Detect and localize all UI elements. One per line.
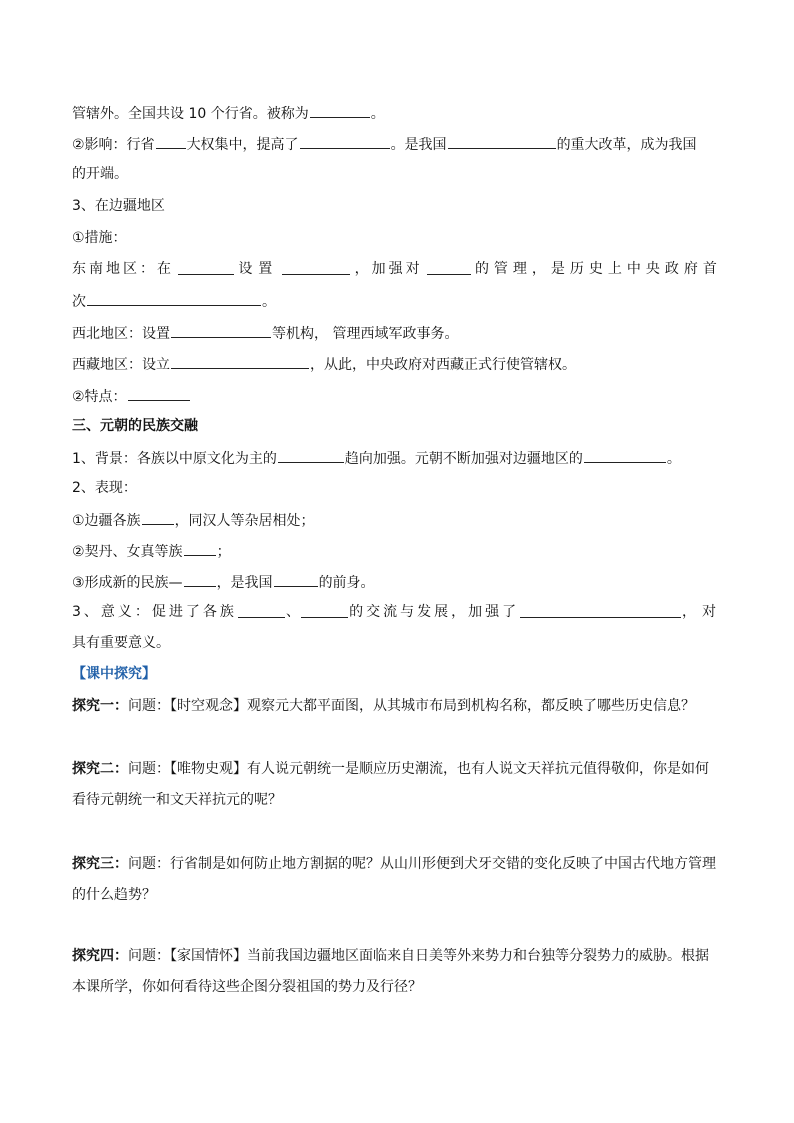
fill-blank[interactable]: [142, 508, 174, 525]
fill-blank[interactable]: [87, 289, 261, 306]
text-line: [72, 539, 722, 561]
text-segment: 的开端。: [72, 166, 128, 182]
text-segment: 。: [370, 106, 385, 122]
fill-blank[interactable]: [178, 258, 234, 275]
text-line: [72, 508, 722, 530]
text-segment: ③形成新的民族—: [72, 575, 183, 591]
question-text: 问题：【时空观念】观察元大都平面图，从其城市布局到机构名称，都反映了哪些历史信息？: [128, 698, 695, 714]
text-line: [72, 352, 722, 374]
question-text: 本课所学，你如何看待这些企图分裂祖国的势力及行径？: [72, 979, 422, 995]
question-head: 探究一：: [72, 698, 128, 714]
fill-blank[interactable]: [128, 384, 190, 401]
text-line: [72, 384, 722, 406]
text-segment: 的管理，是历史上中央政府首: [474, 261, 722, 277]
question-line: [72, 853, 722, 875]
fill-blank[interactable]: [184, 570, 216, 587]
text-segment: 的交流与发展，加强了: [349, 604, 520, 620]
text-segment: 3、在边疆地区: [72, 198, 165, 214]
text-line: [72, 132, 722, 154]
text-segment: 西北地区：设置: [72, 326, 170, 342]
question-text: 看待元朝统一和文天祥抗元的呢？: [72, 792, 282, 808]
text-segment: ①边疆各族: [72, 513, 141, 529]
text-segment: 的重大改革，成为我国: [556, 137, 697, 153]
question-text: 问题：行省制是如何防止地方割据的呢？从山川形便到犬牙交错的变化反映了中国古代地方管理: [128, 856, 716, 872]
fill-blank[interactable]: [282, 258, 350, 275]
section-title: [72, 663, 722, 685]
question-line: [72, 884, 722, 906]
text-line: [72, 289, 722, 311]
fill-blank[interactable]: [238, 601, 285, 618]
text-segment: ，对: [682, 604, 722, 620]
text-segment: 具有重要意义。: [72, 635, 170, 651]
text-line: [72, 477, 722, 499]
fill-blank[interactable]: [171, 321, 271, 338]
text-line: [72, 446, 722, 468]
question-line: [72, 695, 722, 717]
question-text: 问题：【家国情怀】当前我国边疆地区面临来自日美等外来势力和台独等分裂势力的威胁。根据: [128, 948, 709, 964]
text-segment: ，从此，中央政府对西藏正式行使管辖权。: [310, 357, 576, 373]
text-segment: ；: [216, 544, 231, 560]
fill-blank[interactable]: [300, 132, 390, 149]
fill-blank[interactable]: [156, 132, 186, 149]
heading-text: 三、元朝的民族交融: [72, 418, 198, 434]
fill-blank[interactable]: [301, 601, 348, 618]
text-segment: ②契丹、女真等族: [72, 544, 183, 560]
text-segment: 1、背景：各族以中原文化为主的: [72, 451, 277, 467]
text-segment: 西藏地区：设立: [72, 357, 170, 373]
text-segment: ①措施：: [72, 230, 127, 246]
text-segment: 大权集中，提高了: [186, 137, 299, 153]
text-segment: ②特点：: [72, 389, 127, 405]
fill-blank[interactable]: [520, 601, 681, 618]
text-line: [72, 321, 722, 343]
text-segment: ，是我国: [216, 575, 273, 591]
question-head: 探究三：: [72, 856, 128, 872]
text-segment: 的前身。: [318, 575, 375, 591]
question-head: 探究四：: [72, 948, 128, 964]
text-line: [72, 258, 722, 280]
text-segment: ，同汉人等杂居相处；: [174, 513, 315, 529]
fill-blank[interactable]: [310, 101, 370, 118]
text-segment: 等机构， 管理西域军政事务。: [272, 326, 459, 342]
text-line: [72, 632, 722, 654]
text-line: [72, 163, 722, 185]
question-text: 问题：【唯物史观】有人说元朝统一是顺应历史潮流，也有人说文天祥抗元值得敬仰，你是如何: [128, 761, 709, 777]
text-segment: 设置: [238, 261, 279, 277]
text-segment: 趋向加强。元朝不断加强对边疆地区的: [344, 451, 583, 467]
question-line: [72, 945, 722, 967]
fill-blank[interactable]: [184, 539, 216, 556]
text-segment: ②影响：行省: [72, 137, 155, 153]
text-segment: 东南地区：在: [72, 261, 174, 277]
section-title-text: 【课中探究】: [72, 666, 156, 682]
fill-blank[interactable]: [448, 132, 556, 149]
text-segment: 、: [286, 604, 301, 620]
text-segment: 2、表现：: [72, 480, 137, 496]
text-segment: ，加强对: [354, 261, 423, 277]
text-segment: 次: [72, 294, 86, 310]
question-line: [72, 789, 722, 811]
fill-blank[interactable]: [278, 446, 344, 463]
question-head: 探究二：: [72, 761, 128, 777]
question-text: 的什么趋势？: [72, 887, 156, 903]
text-line: [72, 227, 722, 249]
text-segment: 。: [262, 294, 276, 310]
fill-blank[interactable]: [171, 352, 309, 369]
text-line: [72, 101, 722, 123]
fill-blank[interactable]: [274, 570, 318, 587]
text-segment: 管辖外。全国共设 10 个行省。被称为: [72, 106, 309, 122]
question-line: [72, 976, 722, 998]
text-segment: 。是我国: [390, 137, 447, 153]
text-line: [72, 195, 722, 217]
text-segment: 3、意义：促进了各族: [72, 604, 237, 620]
fill-blank[interactable]: [427, 258, 471, 275]
text-line: [72, 601, 722, 623]
section-heading: [72, 415, 722, 437]
text-segment: 。: [666, 451, 681, 467]
question-line: [72, 758, 722, 780]
text-line: [72, 570, 722, 592]
fill-blank[interactable]: [584, 446, 666, 463]
